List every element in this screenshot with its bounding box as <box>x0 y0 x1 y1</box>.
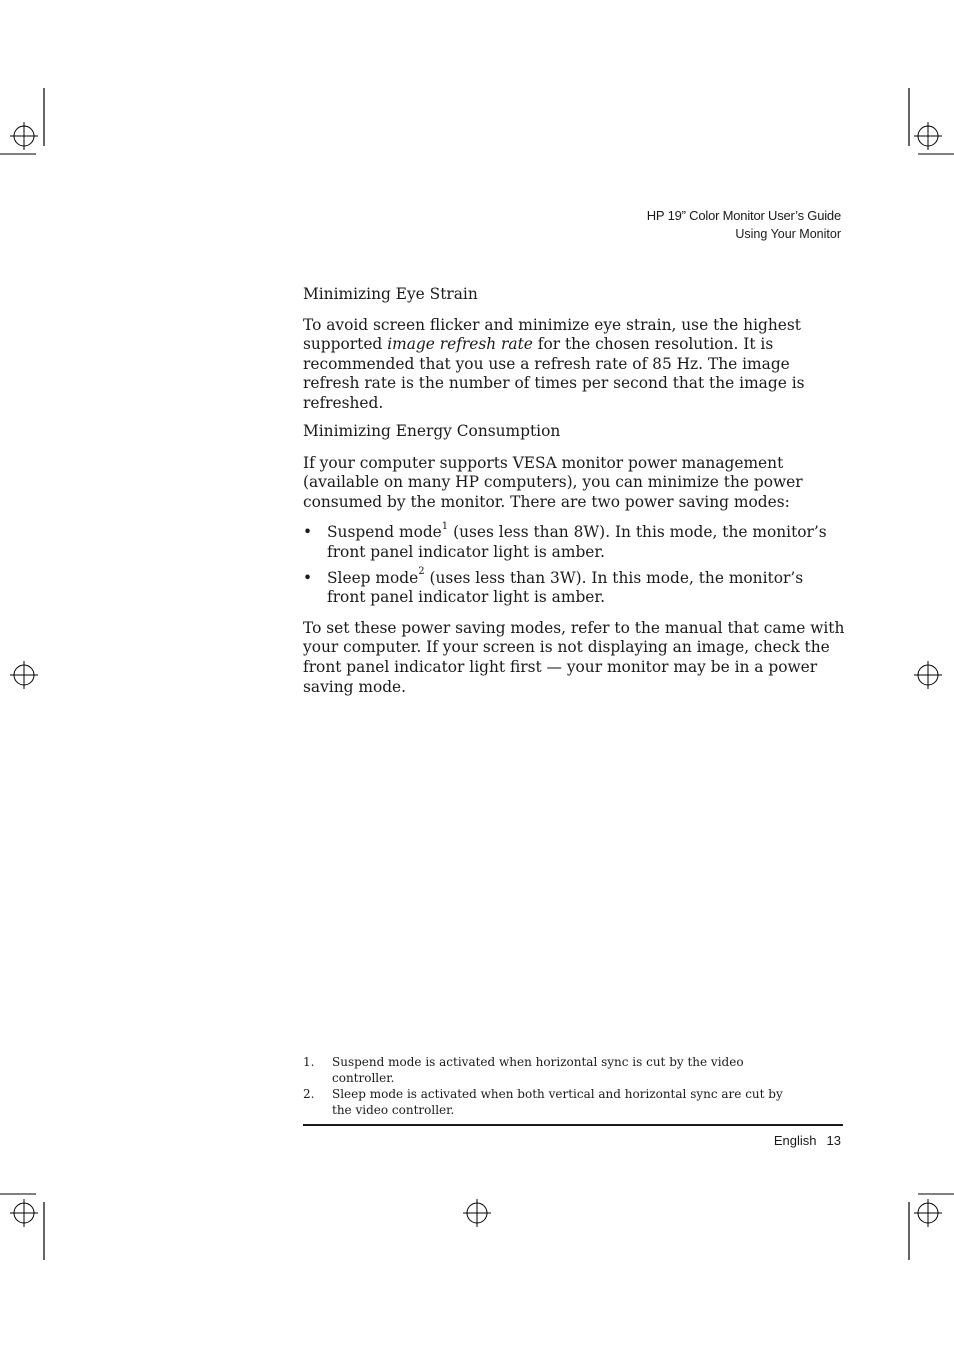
footer-language: English <box>773 1133 817 1148</box>
section-title: Using Your Monitor <box>735 227 841 241</box>
footnote-text: Sleep mode is activated when both vertical and horizontal sync are cut by the video controller. <box>332 1087 783 1117</box>
sleep-mode-term: Sleep mode <box>327 568 419 587</box>
bullet-marker: • <box>303 568 313 587</box>
footnote-ref-2[interactable]: 2 <box>418 566 425 578</box>
energy-heading: Minimizing Energy Consumption <box>303 422 561 440</box>
footnote-1 <box>303 1054 803 1086</box>
power-modes-list <box>303 523 845 607</box>
guide-title: HP 19” Color Monitor User’s Guide <box>646 208 841 223</box>
sleep-mode-text: (uses less than 3W). In this mode, the monitor’s front panel indicator light is amber. <box>327 568 804 607</box>
eye-strain-heading: Minimizing Eye Strain <box>303 285 478 303</box>
eye-strain-section <box>303 285 845 414</box>
running-head <box>647 206 841 244</box>
registration-mark-bottom-center <box>462 1198 492 1228</box>
list-item <box>303 523 845 562</box>
suspend-mode-text: (uses less than 8W). In this mode, the monitor’s front panel indicator light is amber. <box>327 523 827 561</box>
page-number: 13 <box>826 1133 841 1148</box>
registration-mark-mid-left <box>9 660 39 690</box>
eye-strain-text-after: for the chosen resolution. It is recommended that you use a refresh rate of 85 Hz. The image refresh rate is the number of times per second that the image is refreshed. <box>303 335 805 412</box>
registration-mark-top-right <box>904 88 954 160</box>
suspend-mode-term: Suspend mode <box>327 523 442 542</box>
footnote-number: 1. <box>303 1055 315 1069</box>
eye-strain-text-before: To avoid screen flicker and minimize eye strain, use the highest supported <box>303 315 801 354</box>
energy-intro: If your computer supports VESA monitor power management (available on many HP computers), you can minimize the power consumed by the monitor. There are two power saving modes: <box>303 453 803 511</box>
eye-strain-paragraph <box>303 316 845 414</box>
footnote-number: 2. <box>303 1087 315 1101</box>
page-footer <box>774 1133 841 1148</box>
footer-rule <box>303 1124 843 1126</box>
energy-section <box>303 422 845 697</box>
footnotes <box>303 1054 803 1118</box>
footnote-text: Suspend mode is activated when horizontal sync is cut by the video controller. <box>332 1055 744 1085</box>
bullet-marker: • <box>303 523 313 542</box>
list-item <box>303 566 845 608</box>
registration-mark-top-left <box>0 88 50 160</box>
image-refresh-rate-term: image refresh rate <box>387 335 533 354</box>
registration-mark-bottom-right <box>904 1190 954 1262</box>
footnote-ref-1[interactable]: 1 <box>441 521 449 533</box>
registration-mark-mid-right <box>913 660 943 690</box>
energy-closing: To set these power saving modes, refer to the manual that came with your computer. If your screen is not displaying an image, check the front panel indicator light first — your monitor may be in a power saving mode. <box>303 618 845 696</box>
footnote-2 <box>303 1086 803 1118</box>
registration-mark-bottom-left <box>0 1190 50 1262</box>
